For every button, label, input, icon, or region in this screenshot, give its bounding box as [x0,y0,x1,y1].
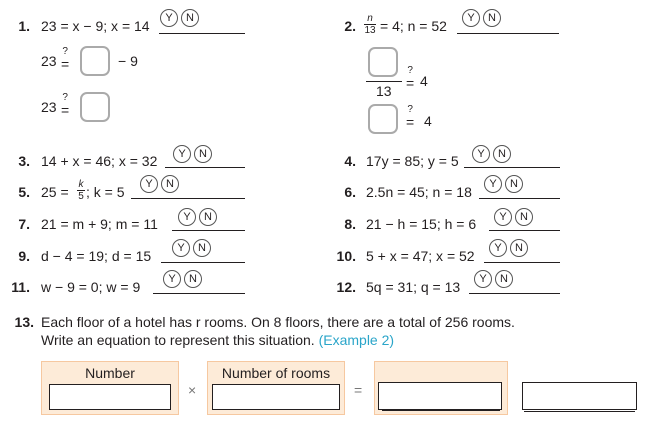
yes-option[interactable]: Y [173,145,191,163]
answer-line-7[interactable] [172,230,245,231]
answer-line-11[interactable] [153,293,245,294]
yes-option[interactable]: Y [160,9,178,27]
model-label-number: Number [85,365,135,381]
answer-line-4[interactable] [464,167,560,168]
problem-equation-3: 14 + x = 46; x = 32 [41,153,158,169]
model-total-underline [382,410,500,411]
yn-choice-11 [163,270,202,288]
answer-line-5[interactable] [131,198,245,199]
work2-answer-box[interactable] [368,47,398,77]
answer-line-9[interactable] [161,262,245,263]
problem5-fraction: k 5 [78,179,84,202]
problem-equation-5-prefix: 25 = [41,184,69,200]
problem-number-2: 2. [344,18,356,34]
answer-line-8[interactable] [489,230,560,231]
model-input-number[interactable] [49,384,171,410]
problem-number-7: 7. [18,216,30,232]
problem13-line1: Each floor of a hotel has r rooms. On 8 floors, there are a total of 256 rooms. [41,314,515,330]
problem-number-8: 8. [344,216,356,232]
no-option[interactable]: N [181,9,199,27]
equals-sign: = [354,382,363,398]
problem-equation-6: 2.5n = 45; n = 18 [366,184,472,200]
work2-rhs-2: 4 [424,113,432,129]
problem-number-12: 12. [336,279,356,295]
problem-equation-11: w − 9 = 0; w = 9 [41,279,141,295]
work1-lhs-2: 23 [41,99,57,115]
yn-choice-12 [474,270,513,288]
problem-equation-2: = 4; n = 52 [380,18,447,34]
no-option[interactable]: N [483,9,501,27]
equation-answer-underline [524,411,635,412]
no-option[interactable]: N [161,175,179,193]
problem-equation-5: ; k = 5 [86,184,125,200]
answer-line-2[interactable] [457,33,559,34]
no-option[interactable]: N [493,145,511,163]
yes-option[interactable]: Y [140,175,158,193]
yn-choice-10 [489,239,528,257]
answer-line-10[interactable] [484,262,560,263]
work2-question-equals: ? = [406,65,415,91]
work2-denominator: 13 [376,83,392,99]
answer-line-12[interactable] [469,293,560,294]
problem-number-6: 6. [344,184,356,200]
equation-answer-box[interactable] [522,382,637,410]
work2-answer-box-2[interactable] [368,104,398,134]
yn-choice-8 [494,208,533,226]
example-link[interactable]: (Example 2) [318,332,395,348]
problem13-text [41,313,515,349]
answer-line-1[interactable] [159,33,245,34]
problem-equation-8: 21 − h = 15; h = 6 [366,216,477,232]
problem-equation-9: d − 4 = 19; d = 15 [41,248,152,264]
no-option[interactable]: N [495,270,513,288]
problem-equation-4: 17y = 85; y = 5 [366,153,459,169]
problem-number-11: 11. [11,279,30,295]
model-input-rooms[interactable] [212,384,340,410]
no-option[interactable]: N [193,239,211,257]
problem-equation-1: 23 = x − 9; x = 14 [41,18,150,34]
yn-choice-3 [173,145,212,163]
model-label-rooms: Number of rooms [221,365,331,381]
yes-option[interactable]: Y [462,9,480,27]
problem2-fraction: n 13 [364,13,376,36]
no-option[interactable]: N [510,239,528,257]
yn-choice-6 [484,175,523,193]
work1-rhs: − 9 [118,53,138,69]
work2-fraction-bar [366,81,402,82]
work1-question-equals-2: ? = [61,92,70,118]
work1-lhs: 23 [41,53,57,69]
answer-line-6[interactable] [479,198,560,199]
problem-number-10: 10. [336,248,356,264]
yn-choice-4 [472,145,511,163]
problem-equation-10: 5 + x = 47; x = 52 [366,248,475,264]
problem-number-5: 5. [18,184,30,200]
yn-choice-7 [178,208,217,226]
yn-choice-2 [462,9,501,27]
problem-equation-12: 5q = 31; q = 13 [366,279,461,295]
work1-answer-box-2[interactable] [80,92,110,122]
no-option[interactable]: N [505,175,523,193]
no-option[interactable]: N [515,208,533,226]
yes-option[interactable]: Y [484,175,502,193]
work2-rhs: 4 [420,73,428,89]
problem-number-1: 1. [18,18,30,34]
yes-option[interactable]: Y [474,270,492,288]
yes-option[interactable]: Y [472,145,490,163]
no-option[interactable]: N [199,208,217,226]
problem-equation-7: 21 = m + 9; m = 11 [41,216,158,232]
times-sign: × [188,382,197,398]
model-input-total[interactable] [378,382,502,410]
no-option[interactable]: N [184,270,202,288]
yn-choice-1 [160,9,199,27]
yes-option[interactable]: Y [172,239,190,257]
answer-line-3[interactable] [165,167,245,168]
yn-choice-9 [172,239,211,257]
work1-question-equals: ? = [61,46,70,72]
problem-number-13: 13. [14,314,34,330]
problem13-line2: Write an equation to represent this situation. (Example 2) [41,332,395,348]
problem-number-9: 9. [18,248,30,264]
problem-number-4: 4. [344,153,356,169]
work1-answer-box[interactable] [80,46,110,76]
yn-choice-5 [140,175,179,193]
work2-question-equals-2: ? = [406,104,415,130]
yes-option[interactable]: Y [489,239,507,257]
yes-option[interactable]: Y [163,270,181,288]
problem-number-3: 3. [18,153,30,169]
yes-option[interactable]: Y [178,208,196,226]
no-option[interactable]: N [194,145,212,163]
yes-option[interactable]: Y [494,208,512,226]
